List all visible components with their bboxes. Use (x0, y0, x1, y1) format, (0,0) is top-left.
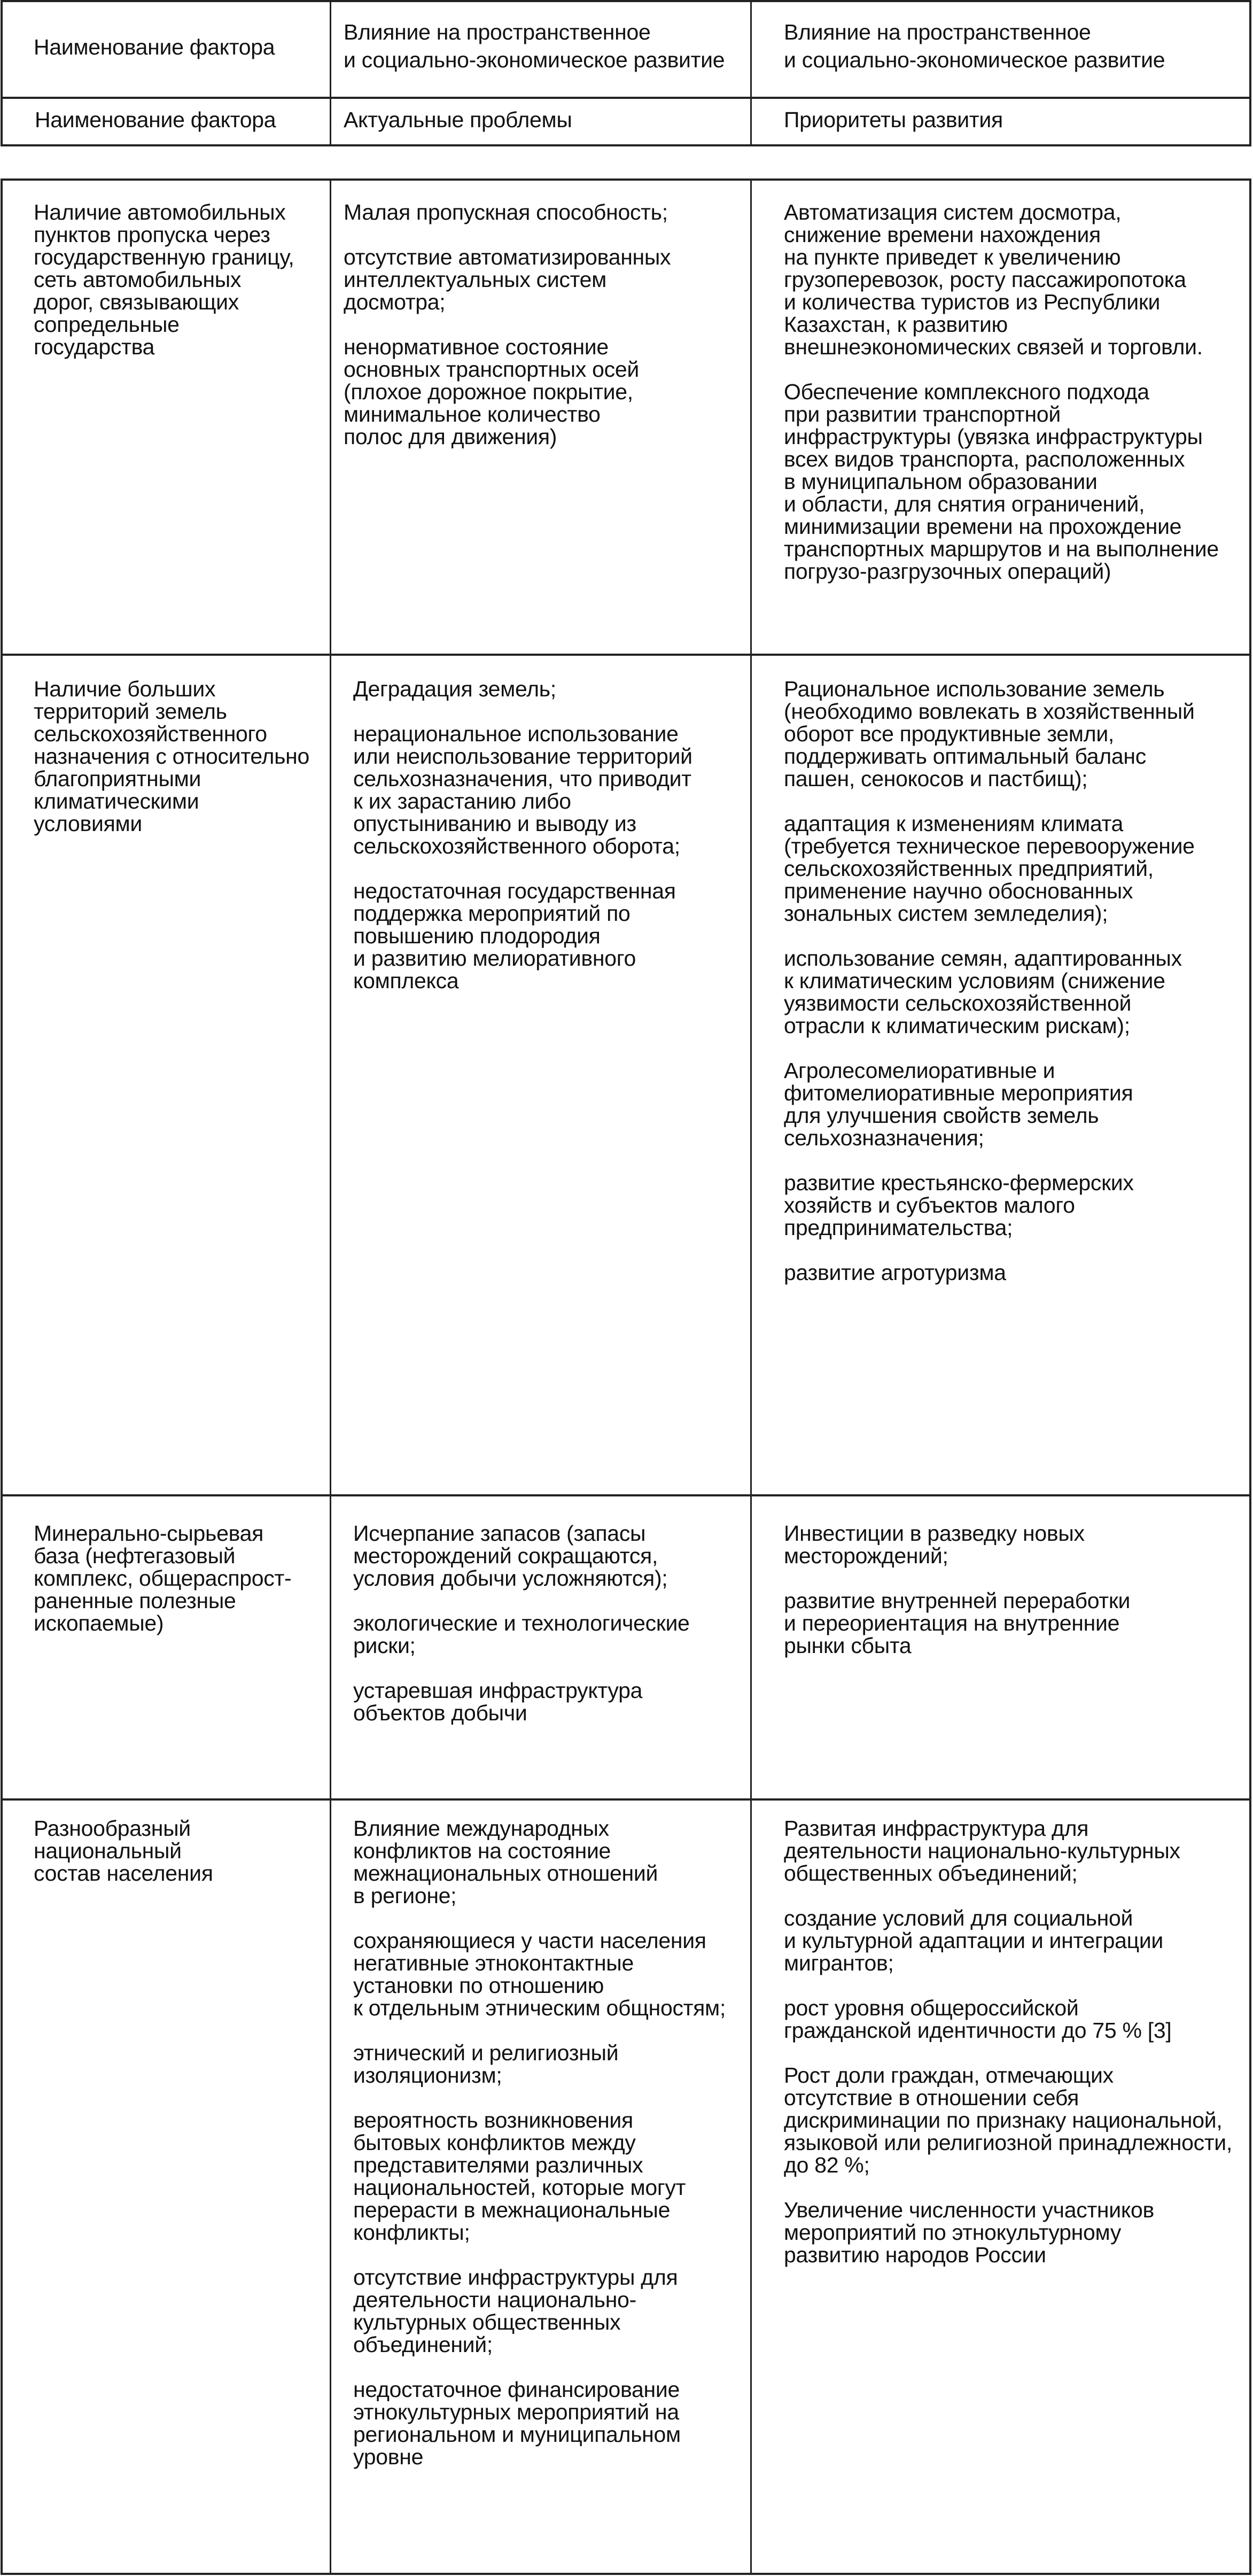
header-development-priorities: Приоритеты развития (784, 107, 1003, 132)
factor-cell: Наличие больших территорий земель сельскохозяйственного назначения с относительно благоприятными климатическими условиями (34, 677, 310, 836)
priorities-cell: Автоматизация систем досмотра, снижение времени нахождения на пункте приведет к увеличению грузоперевозок, росту пассажиропотока и количества туристов из Республики Казахстан, к развитию внешнеэкономических связей и торговли. Обеспечение комплексного подхода при развитии транспортной инфраструктуры (увязка инфраструктуры всех видов транспорта, расположенных в муниципальном образовании и области, для снятия ограничений, минимизации времени на прохождение транспортных маршрутов и на выполнение погрузо-разгрузочных операций) (784, 200, 1219, 584)
header-factor-name: Наименование фактора (34, 35, 275, 59)
factor-cell: Минерально-сырьевая база (нефтегазовый комплекс, общераспрост- раненные полезные ископаемые) (34, 1521, 292, 1635)
row-divider (3, 1494, 1249, 1496)
problems-cell: Влияние международных конфликтов на состояние межнациональных отношений в регионе; сохраняющиеся у части населения негативные этноконтактные установки по отношению к отдельным этническим общностям; этнический и религиозный изоляционизм; вероятность возникновения бытовых конфликтов между представителями различных национальностей, которые могут перерасти в межнациональные конфликты; отсутствие инфраструктуры для деятельности национально- культурных общественных объединений; недостаточное финансирование этнокультурных мероприятий на региональном и муниципальном уровне (353, 1816, 726, 2469)
priorities-cell: Рациональное использование земель (необходимо вовлекать в хозяйственный оборот все продуктивные земли, поддерживать оптимальный баланс пашен, сенокосов и пастбищ); адаптация к изменениям климата (требуется техническое перевооружение сельскохозяйственных предприятий, применение научно обоснованных зональных систем земледелия); использование семян, адаптированных к климатическим условиям (снижение уязвимости сельскохозяйственной отрасли к климатическим рискам); Агролесомелиоративные и фитомелиоративные мероприятия для улучшения свойств земель сельхозназначения; развитие крестьянско-фермерских хозяйств и субъектов малого предпринимательства; развитие агротуризма (784, 677, 1195, 1285)
header-factor-name: Наименование фактора (35, 107, 276, 132)
row-divider (3, 654, 1249, 656)
problems-cell: Деградация земель; нерациональное использование или неиспользование территорий сельхозназначения, что приводит к их зарастанию либо опустыниванию и выводу из сельскохозяйственного оборота; недостаточная государственная поддержка мероприятий по повышению плодородия и развитию мелиоративного комплекса (353, 677, 692, 993)
problems-cell: Исчерпание запасов (запасы месторождений сокращаются, условия добычи усложняются); экологические и технологические риски; устаревшая инфраструктура объектов добычи (353, 1521, 690, 1725)
header-current-problems: Актуальные проблемы (344, 107, 572, 132)
factors-table (1, 179, 1251, 2575)
factor-cell: Разнообразный национальный состав населения (34, 1816, 213, 1886)
column-divider (750, 2, 752, 144)
problems-cell: Малая пропускная способность; отсутствие автоматизированных интеллектуальных систем досмотра; ненормативное состояние основных транспортных осей (плохое дорожное покрытие, минимальное количество полос для движения) (344, 200, 671, 449)
priorities-cell: Инвестиции в разведку новых месторождений; развитие внутренней переработки и переориентация на внутренние рынки сбыта (784, 1521, 1131, 1658)
header-impact: Влияние на пространственное и социально-экономическое развитие (344, 20, 725, 72)
header-table (1, 0, 1251, 146)
row-divider (3, 1798, 1249, 1801)
column-divider (330, 181, 331, 2573)
column-divider (750, 181, 752, 2573)
priorities-cell: Развитая инфраструктура для деятельности национально-культурных общественных объединений; создание условий для социальной и культурной адаптации и интеграции мигрантов; рост уровня общероссийской гражданской идентичности до 75 % [3] Рост доли граждан, отмечающих отсутствие в отношении себя дискриминации по признаку национальной, языковой или религиозной принадлежности, до 82 %; Увеличение численности участников мероприятий по этнокультурному развитию народов России (784, 1816, 1232, 2267)
row-divider (3, 97, 1249, 99)
header-impact: Влияние на пространственное и социально-экономическое развитие (784, 20, 1165, 72)
factor-cell: Наличие автомобильных пунктов пропуска через государственную границу, сеть автомобильных дорог, связывающих сопредельные государства (34, 200, 294, 359)
column-divider (330, 2, 331, 144)
